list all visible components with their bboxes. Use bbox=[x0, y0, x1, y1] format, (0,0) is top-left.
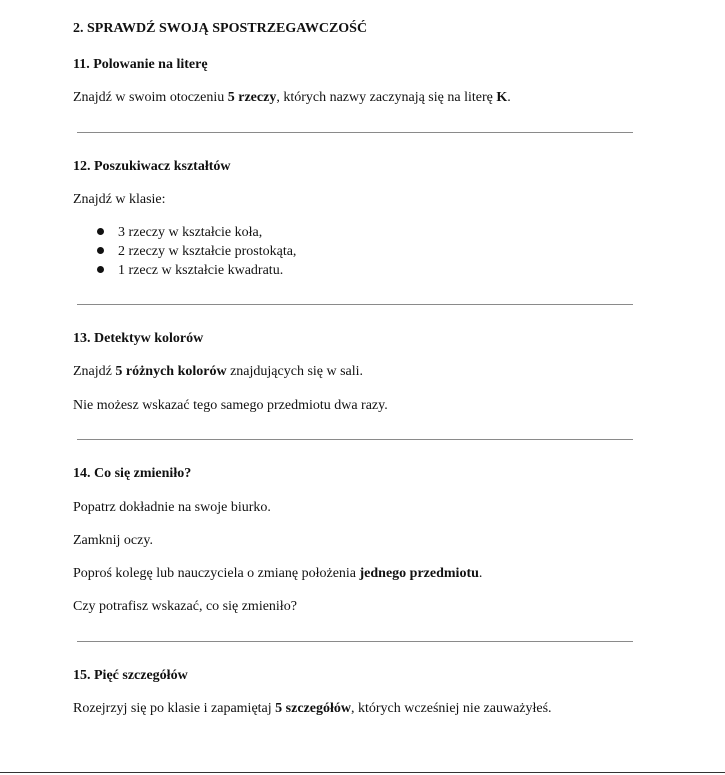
section-12-title: 12. Poszukiwacz kształtów bbox=[73, 159, 231, 174]
section-divider bbox=[77, 641, 633, 642]
text-run: . bbox=[478, 566, 483, 581]
document-title: 2. SPRAWDŹ SWOJĄ SPOSTRZEGAWCZOŚĆ bbox=[73, 21, 368, 36]
section-14-title: 14. Co się zmieniło? bbox=[73, 466, 192, 481]
section-11-title: 11. Polowanie na literę bbox=[73, 57, 208, 72]
section-divider bbox=[77, 304, 633, 305]
text-run: Znajdź w swoim otoczeniu bbox=[73, 90, 228, 105]
bold-run: K bbox=[496, 90, 508, 105]
section-14-paragraph-4: Czy potrafisz wskazać, co się zmieniło? bbox=[73, 599, 297, 614]
bold-run: 5 rzeczy bbox=[227, 90, 277, 105]
text-run: Poproś kolegę lub nauczyciela o zmianę położenia bbox=[73, 566, 360, 581]
list-item-text: 1 rzecz w kształcie kwadratu. bbox=[118, 263, 284, 278]
list-item bbox=[97, 224, 296, 243]
text-run: Znajdź bbox=[73, 364, 116, 379]
list-item bbox=[97, 262, 296, 281]
section-13-paragraph-2: Nie możesz wskazać tego samego przedmiotu dwa razy. bbox=[73, 398, 388, 413]
bold-run: 5 różnych kolorów bbox=[115, 364, 227, 379]
page-bottom-border bbox=[0, 772, 725, 773]
text-run: , których wcześniej nie zauważyłeś. bbox=[350, 701, 552, 716]
section-13-title: 13. Detektyw kolorów bbox=[73, 331, 204, 346]
shape-list bbox=[97, 224, 296, 281]
section-divider bbox=[77, 439, 633, 440]
section-divider bbox=[77, 132, 633, 133]
section-12-intro: Znajdź w klasie: bbox=[73, 192, 166, 207]
section-14-paragraph-2: Zamknij oczy. bbox=[73, 533, 153, 548]
text-run: . bbox=[507, 90, 511, 105]
text-run: Rozejrzyj się po klasie i zapamiętaj bbox=[73, 701, 276, 716]
bold-run: jednego przedmiotu bbox=[359, 566, 479, 581]
section-15-title: 15. Pięć szczegółów bbox=[73, 668, 188, 683]
list-item-text: 3 rzeczy w kształcie koła, bbox=[118, 225, 263, 240]
list-item bbox=[97, 243, 296, 262]
section-14-paragraph-1: Popatrz dokładnie na swoje biurko. bbox=[73, 500, 271, 515]
bullet-icon bbox=[97, 266, 104, 273]
section-14-paragraph-3 bbox=[73, 565, 482, 582]
bullet-icon bbox=[97, 247, 104, 254]
section-15-paragraph bbox=[73, 700, 552, 717]
bold-run: 5 szczegółów bbox=[275, 701, 351, 716]
section-11-paragraph bbox=[73, 89, 511, 106]
text-run: znajdujących się w sali. bbox=[226, 364, 364, 379]
list-item-text: 2 rzeczy w kształcie prostokąta, bbox=[118, 244, 297, 259]
text-run: , których nazwy zaczynają się na literę bbox=[276, 90, 497, 105]
section-13-paragraph-1 bbox=[73, 363, 363, 380]
bullet-icon bbox=[97, 228, 104, 235]
